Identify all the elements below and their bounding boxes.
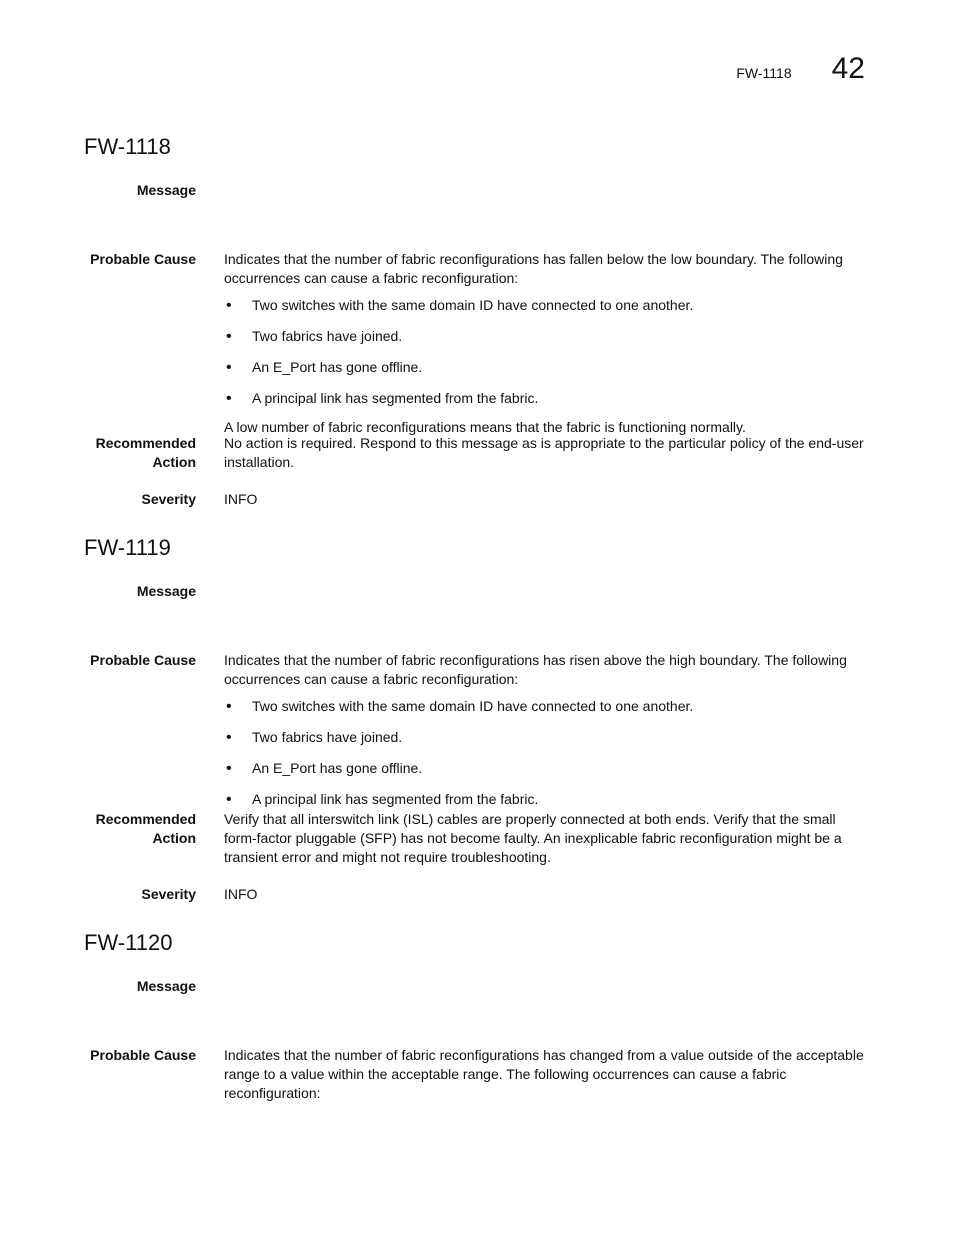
probable-cause-content xyxy=(224,250,869,437)
list-item: • A principal link has segmented from the fabric. xyxy=(224,389,869,414)
probable-cause-label: Probable Cause xyxy=(90,251,196,267)
label-line-1: Recommended xyxy=(95,811,196,827)
list-item: • An E_Port has gone offline. xyxy=(224,759,869,784)
cause-list xyxy=(224,296,869,414)
message-label: Message xyxy=(136,182,196,198)
label-line-1: Recommended xyxy=(95,435,196,451)
list-item: • A principal link has segmented from the fabric. xyxy=(224,790,869,815)
cause-intro: Indicates that the number of fabric reconfigurations has fallen below the low boundary. The following occurrences can cause a fabric reconfiguration: xyxy=(224,251,843,286)
section-title: FW-1120 xyxy=(84,930,173,955)
severity-value: INFO xyxy=(224,491,258,507)
severity-label: Severity xyxy=(141,491,196,507)
cause-intro: Indicates that the number of fabric reconfigurations has risen above the high boundary. The following occurrences can cause a fabric reconfiguration: xyxy=(224,652,847,687)
message-label: Message xyxy=(136,583,196,599)
cause-list xyxy=(224,697,869,815)
recommended-action-content: Verify that all interswitch link (ISL) cables are properly connected at both ends. Verify that the small form-factor pluggable (SFP) has not become faulty. An inexplicable fabric reconfiguration might be a transient error and might not require troubleshooting. xyxy=(224,811,842,865)
recommended-action-content: No action is required. Respond to this message as is appropriate to the particular policy of the end-user installation. xyxy=(224,435,864,470)
section-title: FW-1119 xyxy=(84,535,171,560)
list-item: • Two switches with the same domain ID have connected to one another. xyxy=(224,697,869,722)
list-item: • Two switches with the same domain ID have connected to one another. xyxy=(224,296,869,321)
recommended-action-label xyxy=(66,434,196,472)
section-title: FW-1118 xyxy=(84,134,171,159)
probable-cause-content xyxy=(224,651,869,815)
header-message-code: FW-1118 xyxy=(736,65,792,81)
probable-cause-label: Probable Cause xyxy=(90,1047,196,1063)
cause-intro: Indicates that the number of fabric reconfigurations has changed from a value outside of the acceptable range to a value within the acceptable range. The following occurrences can cause a fabric reconfiguration: xyxy=(224,1047,864,1101)
label-line-2: Action xyxy=(152,830,196,846)
message-label: Message xyxy=(136,978,196,994)
probable-cause-content xyxy=(224,1046,869,1103)
severity-label: Severity xyxy=(141,886,196,902)
label-line-2: Action xyxy=(152,454,196,470)
list-item: • Two fabrics have joined. xyxy=(224,728,869,753)
header-chapter-number: 42 xyxy=(831,52,865,85)
cause-outro: A low number of fabric reconfigurations means that the fabric is functioning normally. xyxy=(224,419,746,435)
page-header xyxy=(736,52,865,86)
probable-cause-label: Probable Cause xyxy=(90,652,196,668)
recommended-action-label xyxy=(66,810,196,848)
list-item: • An E_Port has gone offline. xyxy=(224,358,869,383)
list-item: • Two fabrics have joined. xyxy=(224,327,869,352)
severity-value: INFO xyxy=(224,886,258,902)
